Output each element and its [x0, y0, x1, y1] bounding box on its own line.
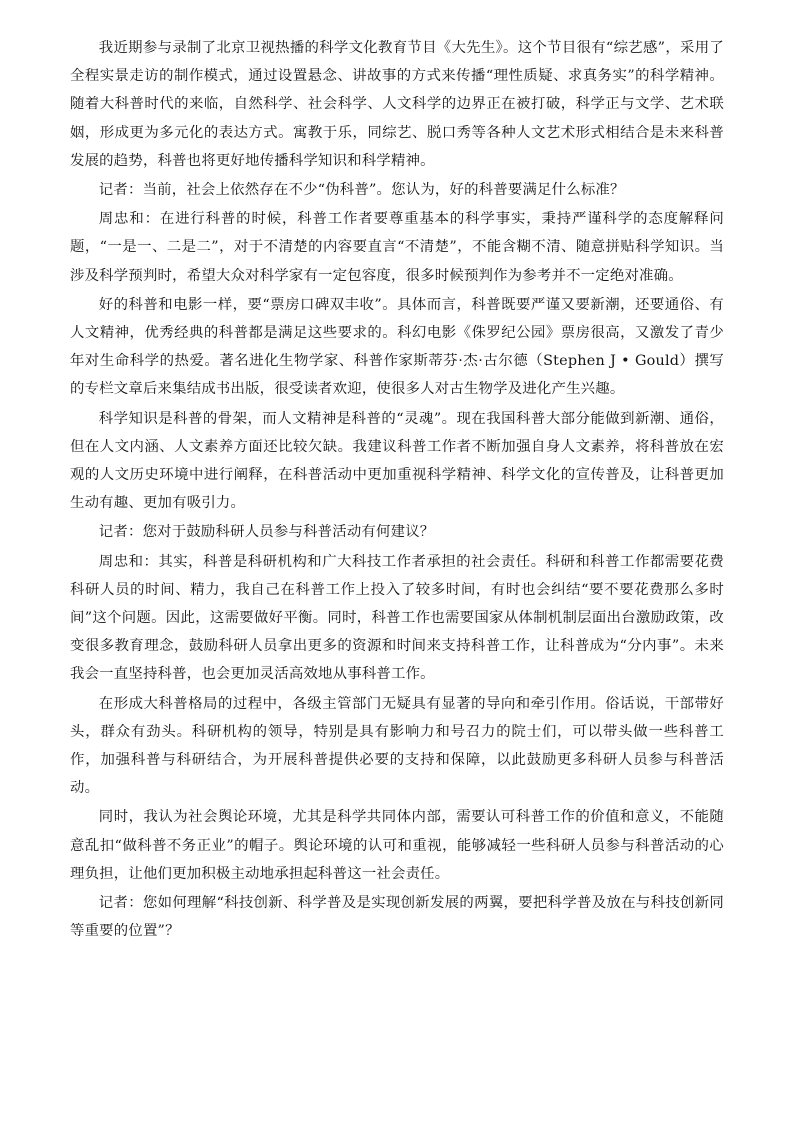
- paragraph-question-encourage-researchers: 记者：您对于鼓励科研人员参与科普活动有何建议？: [98, 524, 435, 541]
- paragraph-question-innovation-two-wings: 记者：您如何理解“科技创新、科学普及是实现创新发展的两翼，要把科学普及放在与科技创新同等重要的位置”？: [70, 895, 724, 940]
- paragraph-answer-social-responsibility: 周忠和：其实，科普是科研机构和广大科技工作者承担的社会责任。科研和科普工作都需要花费科研人员的时间、精力，我自己在科普工作上投入了较多时间，有时也会纠结“要不要花费那么多时间”这个问题。因此，这需要做好平衡。同时，科普工作也需要国家从体制机制层面出台激励政策，改变很多教育理念，鼓励科研人员拿出更多的资源和时间来支持科普工作，让科普成为“分内事”。未来我会一直坚持科普，也会更加灵活高效地从事科普工作。: [70, 553, 724, 683]
- paragraph-leadership-role: 在形成大科普格局的过程中，各级主管部门无疑具有显著的导向和牵引作用。俗话说，干部带好头，群众有劲头。科研机构的领导，特别是具有影响力和号召力的院士们，可以带头做一些科普工作，加强科普与科研结合，为开展科普提供必要的支持和保障，以此鼓励更多科研人员参与科普活动。: [70, 695, 724, 797]
- paragraph-answer-scientific-facts: 周忠和：在进行科普的时候，科普工作者要尊重基本的科学事实，秉持严谨科学的态度解释问题，“一是一、二是二”，对于不清楚的内容要直言“不清楚”，不能含糊不清、随意拼贴科学知识。当涉及科学预判时，希望大众对科学家有一定包容度，很多时候预判作为参考并不一定绝对准确。: [70, 211, 724, 284]
- article-body: [70, 34, 724, 946]
- paragraph-variety-show: 我近期参与录制了北京卫视热播的科学文化教育节目《大先生》。这个节目很有“综艺感”，采用了全程实景走访的制作模式，通过设置悬念、讲故事的方式来传播“理性质疑、求真务实”的科学精神。随着大科普时代的来临，自然科学、社会科学、人文科学的边界正在被打破，科学正与文学、艺术联姻，形成更为多元化的表达方式。寓教于乐，同综艺、脱口秀等各种人文艺术形式相结合是未来科普发展的趋势，科普也将更好地传播科学知识和科学精神。: [70, 40, 724, 169]
- paragraph-question-pseudo-science: 记者：当前，社会上依然存在不少“伪科普”。您认为，好的科普要满足什么标准？: [98, 182, 625, 199]
- paragraph-humanistic-spirit: 科学知识是科普的骨架，而人文精神是科普的“灵魂”。现在我国科普大部分能做到新潮、通俗，但在人文内涵、人文素养方面还比较欠缺。我建议科普工作者不断加强自身人文素养，将科普放在宏观的人文历史环境中进行阐释，在科普活动中更加重视科学精神、科学文化的宣传普及，让科普更加生动有趣、更加有吸引力。: [70, 410, 724, 512]
- paragraph-good-science-like-movie: 好的科普和电影一样，要“票房口碑双丰收”。具体而言，科普既要严谨又要新潮，还要通俗、有人文精神，优秀经典的科普都是满足这些要求的。科幻电影《侏罗纪公园》票房很高，又激发了青少年对生命科学的热爱。著名进化生物学家、科普作家斯蒂芬·杰·古尔德（Stephen J • Gould）撰写的专栏文章后来集结成书出版，很受读者欢迎，使很多人对古生物学及进化产生兴趣。: [70, 296, 724, 398]
- paragraph-public-opinion: 同时，我认为社会舆论环境，尤其是科学共同体内部，需要认可科普工作的价值和意义，不能随意乱扣“做科普不务正业”的帽子。舆论环境的认可和重视，能够减轻一些科研人员参与科普活动的心理负担，让他们更加积极主动地承担起科普这一社会责任。: [70, 809, 724, 882]
